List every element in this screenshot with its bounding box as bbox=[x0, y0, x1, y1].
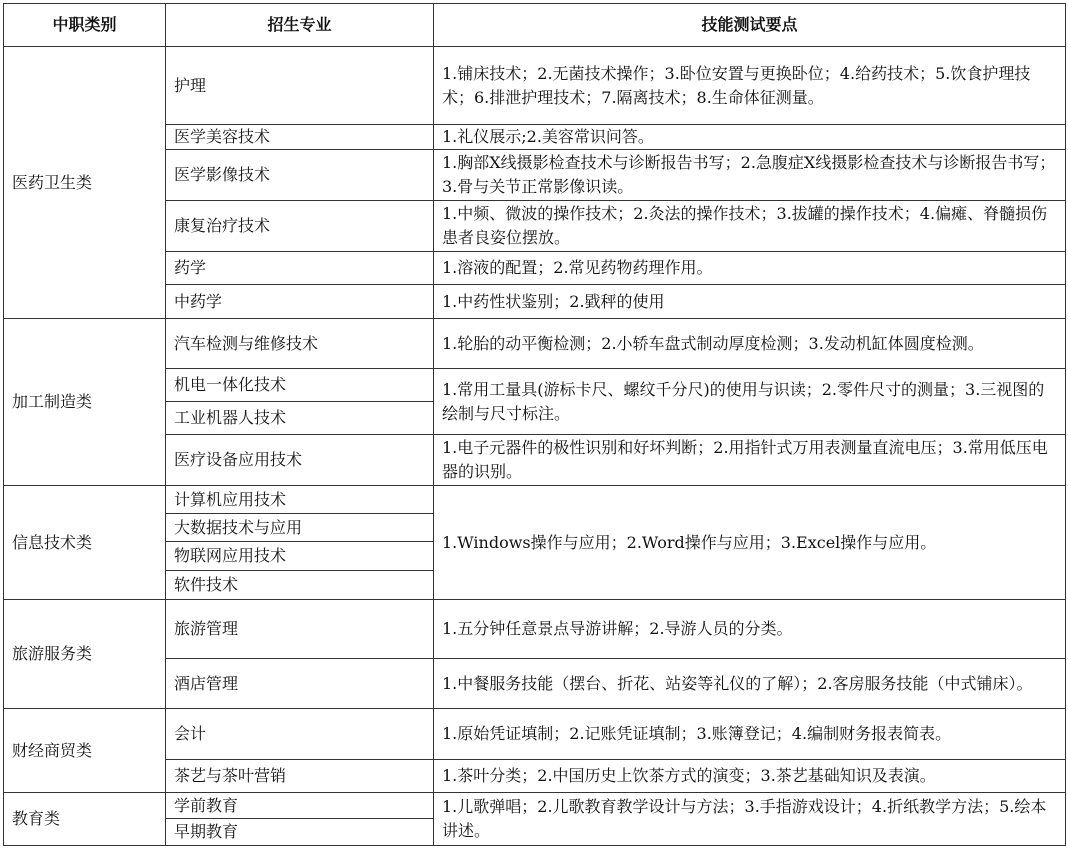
skill-points-cell: 1.礼仪展示;2.美容常识问答。 bbox=[434, 125, 1066, 150]
table-row bbox=[4, 600, 1066, 659]
admission-skills-table bbox=[3, 3, 1066, 846]
skill-points-cell: 1.溶液的配置；2.常见药物药理作用。 bbox=[434, 252, 1066, 285]
major-cell: 旅游管理 bbox=[166, 600, 434, 659]
major-cell: 医学影像技术 bbox=[166, 150, 434, 201]
major-cell: 学前教育 bbox=[166, 793, 434, 819]
major-cell: 大数据技术与应用 bbox=[166, 514, 434, 542]
category-cell: 信息技术类 bbox=[4, 486, 166, 600]
header-row bbox=[4, 4, 1066, 47]
major-cell: 中药学 bbox=[166, 285, 434, 319]
skill-points-cell: 1.茶叶分类；2.中国历史上饮茶方式的演变；3.茶艺基础知识及表演。 bbox=[434, 760, 1066, 793]
major-cell: 医学美容技术 bbox=[166, 125, 434, 150]
major-cell: 康复治疗技术 bbox=[166, 201, 434, 252]
table-row bbox=[4, 793, 1066, 819]
skill-points-cell: 1.Windows操作与应用；2.Word操作与应用；3.Excel操作与应用。 bbox=[434, 486, 1066, 600]
major-cell: 软件技术 bbox=[166, 571, 434, 600]
category-cell: 财经商贸类 bbox=[4, 709, 166, 793]
major-cell: 计算机应用技术 bbox=[166, 486, 434, 514]
major-cell: 机电一体化技术 bbox=[166, 369, 434, 402]
table-row bbox=[4, 319, 1066, 369]
skill-points-cell: 1.常用工量具(游标卡尺、螺纹千分尺)的使用与识读；2.零件尺寸的测量；3.三视图的绘制与尺寸标注。 bbox=[434, 369, 1066, 435]
major-cell: 物联网应用技术 bbox=[166, 542, 434, 571]
major-cell: 药学 bbox=[166, 252, 434, 285]
major-cell: 工业机器人技术 bbox=[166, 402, 434, 435]
major-cell: 护理 bbox=[166, 47, 434, 125]
major-cell: 茶艺与茶叶营销 bbox=[166, 760, 434, 793]
header-major: 招生专业 bbox=[166, 4, 434, 47]
skill-points-cell: 1.轮胎的动平衡检测；2.小轿车盘式制动厚度检测；3.发动机缸体圆度检测。 bbox=[434, 319, 1066, 369]
major-cell: 汽车检测与维修技术 bbox=[166, 319, 434, 369]
skill-points-cell: 1.中餐服务技能（摆台、折花、站姿等礼仪的了解）；2.客房服务技能（中式铺床）。 bbox=[434, 659, 1066, 709]
table-row bbox=[4, 486, 1066, 514]
table-row bbox=[4, 709, 1066, 760]
skill-points-cell: 1.中频、微波的操作技术；2.灸法的操作技术；3.拔罐的操作技术；4.偏瘫、脊髓损伤患者良姿位摆放。 bbox=[434, 201, 1066, 252]
table-row bbox=[4, 47, 1066, 125]
table-body bbox=[4, 47, 1066, 846]
category-cell: 加工制造类 bbox=[4, 319, 166, 486]
header-category: 中职类别 bbox=[4, 4, 166, 47]
skill-points-cell: 1.中药性状鉴别；2.戥秤的使用 bbox=[434, 285, 1066, 319]
major-cell: 会计 bbox=[166, 709, 434, 760]
skill-points-cell: 1.胸部X线摄影检查技术与诊断报告书写；2.急腹症X线摄影检查技术与诊断报告书写；3.骨与关节正常影像识读。 bbox=[434, 150, 1066, 201]
major-cell: 早期教育 bbox=[166, 819, 434, 846]
category-cell: 旅游服务类 bbox=[4, 600, 166, 709]
skill-points-cell: 1.铺床技术；2.无菌技术操作；3.卧位安置与更换卧位；4.给药技术；5.饮食护理技术；6.排泄护理技术；7.隔离技术；8.生命体征测量。 bbox=[434, 47, 1066, 125]
skill-points-cell: 1.五分钟任意景点导游讲解；2.导游人员的分类。 bbox=[434, 600, 1066, 659]
header-points: 技能测试要点 bbox=[434, 4, 1066, 47]
skill-points-cell: 1.电子元器件的极性识别和好坏判断；2.用指针式万用表测量直流电压；3.常用低压电器的识别。 bbox=[434, 435, 1066, 486]
category-cell: 医药卫生类 bbox=[4, 47, 166, 319]
major-cell: 酒店管理 bbox=[166, 659, 434, 709]
major-cell: 医疗设备应用技术 bbox=[166, 435, 434, 486]
skill-points-cell: 1.原始凭证填制；2.记账凭证填制；3.账簿登记；4.编制财务报表简表。 bbox=[434, 709, 1066, 760]
skill-points-cell: 1.儿歌弹唱；2.儿歌教育教学设计与方法；3.手指游戏设计；4.折纸教学方法；5.绘本讲述。 bbox=[434, 793, 1066, 846]
category-cell: 教育类 bbox=[4, 793, 166, 846]
